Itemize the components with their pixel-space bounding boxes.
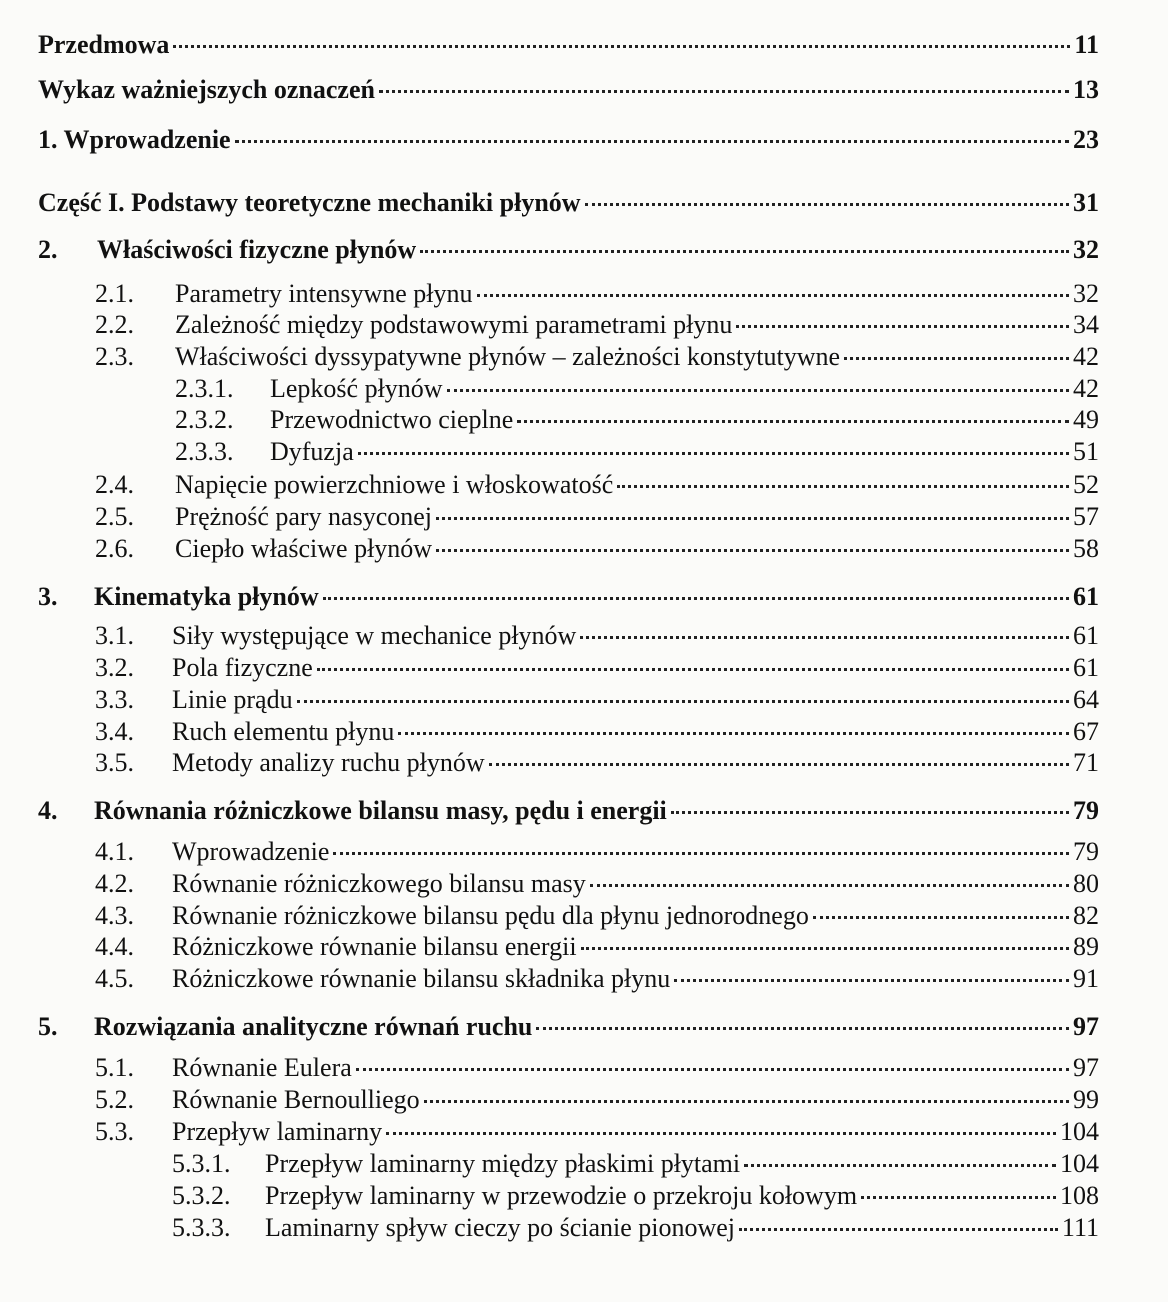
dot-leader <box>813 913 1069 919</box>
toc-entry-number: 3.5. <box>95 748 134 777</box>
toc-entry-title: Różniczkowe równanie bilansu składnika płynu <box>172 964 671 993</box>
toc-entry <box>0 1012 1099 1042</box>
dot-leader <box>517 417 1069 423</box>
toc-entry <box>0 502 1099 532</box>
toc-entry <box>0 534 1099 564</box>
toc-entry <box>0 869 1099 899</box>
toc-entry <box>0 901 1099 931</box>
toc-entry-number: 2.3. <box>95 342 134 371</box>
toc-entry-page: 67 <box>1073 717 1099 746</box>
toc-entry-number: 2.5. <box>95 502 134 531</box>
dot-leader <box>671 808 1069 814</box>
toc-entry <box>0 235 1099 265</box>
dot-leader <box>861 1193 1056 1199</box>
toc-entry-page: 104 <box>1060 1149 1099 1178</box>
toc-entry-title: Część I. Podstawy teoretyczne mechaniki płynów <box>38 188 581 217</box>
toc-entry <box>0 717 1099 747</box>
toc-entry-page: 42 <box>1073 342 1099 371</box>
toc-entry-number: 2. <box>38 235 58 264</box>
dot-leader <box>323 594 1069 600</box>
toc-entry-title: Różniczkowe równanie bilansu energii <box>172 932 577 961</box>
toc-entry-page: 57 <box>1073 502 1099 531</box>
dot-leader <box>358 449 1069 455</box>
toc-entry-page: 34 <box>1073 310 1099 339</box>
toc-entry <box>0 1149 1099 1179</box>
toc-entry-page: 61 <box>1073 582 1099 611</box>
toc-entry <box>0 125 1099 155</box>
toc-entry <box>0 279 1099 309</box>
toc-entry-title: Wykaz ważniejszych oznaczeń <box>38 75 375 104</box>
toc-entry-page: 23 <box>1073 125 1099 154</box>
toc-entry-number: 5.3.1. <box>172 1149 231 1178</box>
toc-entry-page: 82 <box>1073 901 1099 930</box>
toc-entry-number: 4.5. <box>95 964 134 993</box>
toc-entry-title: Równanie różniczkowego bilansu masy <box>172 869 586 898</box>
toc-entry-number: 4.1. <box>95 837 134 866</box>
toc-entry-number: 5.1. <box>95 1053 134 1082</box>
toc-entry-page: 11 <box>1074 30 1099 59</box>
dot-leader <box>398 729 1069 735</box>
toc-entry-title: Pola fizyczne <box>172 653 313 682</box>
dot-leader <box>379 87 1069 93</box>
toc-entry-title: Równanie Bernoulliego <box>172 1085 420 1114</box>
toc-entry-page: 31 <box>1073 188 1099 217</box>
toc-entry-page: 111 <box>1061 1213 1099 1242</box>
toc-entry <box>0 796 1099 826</box>
toc-entry-number: 3.4. <box>95 717 134 746</box>
toc-entry <box>0 837 1099 867</box>
toc-entry-title: Dyfuzja <box>270 437 354 466</box>
toc-entry-number: 3.3. <box>95 685 134 714</box>
toc-entry-page: 42 <box>1073 374 1099 403</box>
toc-entry-number: 2.4. <box>95 470 134 499</box>
toc-entry-number: 4.3. <box>95 901 134 930</box>
toc-entry-title: Przedmowa <box>38 30 170 59</box>
toc-entry <box>0 342 1099 372</box>
toc-entry-title: Ciepło właściwe płynów <box>175 534 433 563</box>
dot-leader <box>333 849 1069 855</box>
dot-leader <box>235 137 1069 143</box>
dot-leader <box>386 1129 1056 1135</box>
toc-entry <box>0 685 1099 715</box>
toc-entry <box>0 748 1099 778</box>
toc-entry <box>0 30 1099 60</box>
toc-entry <box>0 470 1099 500</box>
toc-entry-title: Przewodnictwo cieplne <box>270 405 514 434</box>
toc-entry-page: 97 <box>1073 1012 1099 1041</box>
toc-entry-page: 79 <box>1073 796 1099 825</box>
toc-entry-page: 99 <box>1073 1085 1099 1114</box>
toc-entry-title: Siły występujące w mechanice płynów <box>172 621 577 650</box>
dot-leader <box>420 247 1069 253</box>
toc-entry-title: Równania różniczkowe bilansu masy, pędu i energii <box>94 796 667 825</box>
toc-entry-page: 49 <box>1073 405 1099 434</box>
toc-entry-number: 2.6. <box>95 534 134 563</box>
dot-leader <box>674 976 1069 982</box>
toc-entry-number: 5.2. <box>95 1085 134 1114</box>
dot-leader <box>173 42 1070 48</box>
toc-entry-title: Równanie Eulera <box>172 1053 352 1082</box>
dot-leader <box>736 322 1069 328</box>
dot-leader <box>436 546 1069 552</box>
toc-entry-title: Ruch elementu płynu <box>172 717 395 746</box>
toc-entry-title: Lepkość płynów <box>270 374 443 403</box>
toc-entry <box>0 1085 1099 1115</box>
toc-entry-title: Napięcie powierzchniowe i włoskowatość <box>175 470 614 499</box>
toc-entry-number: 4.2. <box>95 869 134 898</box>
toc-entry-title: Zależność między podstawowymi parametrami płynu <box>175 310 733 339</box>
toc-entry-number: 3.2. <box>95 653 134 682</box>
toc-entry-title: Kinematyka płynów <box>94 582 319 611</box>
toc-entry-number: 4. <box>38 796 58 825</box>
toc-entry-title: Wprowadzenie <box>172 837 330 866</box>
toc-entry-number: 2.1. <box>95 279 134 308</box>
toc-entry <box>0 405 1099 435</box>
toc-entry-title: Właściwości fizyczne płynów <box>97 235 417 264</box>
toc-entry-page: 64 <box>1073 685 1099 714</box>
toc-entry <box>0 932 1099 962</box>
toc-entry <box>0 1053 1099 1083</box>
toc-entry-page: 52 <box>1073 470 1099 499</box>
dot-leader <box>356 1065 1069 1071</box>
toc-entry-page: 104 <box>1060 1117 1099 1146</box>
toc-entry-number: 5.3.2. <box>172 1181 231 1210</box>
toc-entry-title: 1. Wprowadzenie <box>38 125 231 154</box>
dot-leader <box>489 760 1069 766</box>
toc-entry-page: 89 <box>1073 932 1099 961</box>
dot-leader <box>585 200 1069 206</box>
toc-entry-title: Przepływ laminarny w przewodzie o przekroju kołowym <box>265 1181 858 1210</box>
dot-leader <box>580 633 1069 639</box>
toc-entry-number: 5.3.3. <box>172 1213 231 1242</box>
toc-entry-title: Laminarny spływ cieczy po ścianie pionowej <box>265 1213 736 1242</box>
toc-entry-number: 2.3.2. <box>175 405 234 434</box>
toc-entry <box>0 75 1099 105</box>
toc-entry-title: Przepływ laminarny <box>172 1117 383 1146</box>
toc-entry <box>0 653 1099 683</box>
dot-leader <box>447 386 1069 392</box>
dot-leader <box>536 1024 1069 1030</box>
dot-leader <box>581 944 1069 950</box>
toc-entry-number: 2.3.3. <box>175 437 234 466</box>
toc-entry-number: 2.2. <box>95 310 134 339</box>
toc-entry-number: 5.3. <box>95 1117 134 1146</box>
dot-leader <box>739 1225 1058 1231</box>
toc-entry <box>0 437 1099 467</box>
toc-entry <box>0 1213 1099 1243</box>
toc-entry-page: 51 <box>1073 437 1099 466</box>
toc-entry <box>0 310 1099 340</box>
toc-entry <box>0 188 1099 218</box>
toc-entry-page: 80 <box>1073 869 1099 898</box>
toc-entry-title: Przepływ laminarny między płaskimi płytami <box>265 1149 741 1178</box>
toc-entry-title: Parametry intensywne płynu <box>175 279 473 308</box>
toc-entry-title: Prężność pary nasyconej <box>175 502 433 531</box>
toc-entry-page: 71 <box>1073 748 1099 777</box>
toc-entry <box>0 964 1099 994</box>
toc-entry-page: 32 <box>1073 235 1099 264</box>
toc-entry-title: Linie prądu <box>172 685 293 714</box>
toc-entry-number: 5. <box>38 1012 58 1041</box>
toc-entry-page: 61 <box>1073 653 1099 682</box>
toc-entry-number: 3. <box>38 582 58 611</box>
toc-entry-title: Właściwości dyssypatywne płynów – zależności konstytutywne <box>175 342 841 371</box>
toc-entry-title: Metody analizy ruchu płynów <box>172 748 485 777</box>
toc-entry-title: Rozwiązania analityczne równań ruchu <box>94 1012 533 1041</box>
toc-entry-page: 79 <box>1073 837 1099 866</box>
dot-leader <box>844 354 1069 360</box>
dot-leader <box>744 1161 1056 1167</box>
toc-entry-page: 91 <box>1073 964 1099 993</box>
toc-entry-number: 3.1. <box>95 621 134 650</box>
dot-leader <box>436 514 1069 520</box>
dot-leader <box>317 665 1069 671</box>
dot-leader <box>590 881 1069 887</box>
dot-leader <box>424 1097 1069 1103</box>
toc-entry-page: 32 <box>1073 279 1099 308</box>
toc-entry <box>0 374 1099 404</box>
toc-entry-page: 108 <box>1060 1181 1099 1210</box>
toc-entry <box>0 1117 1099 1147</box>
dot-leader <box>477 291 1070 297</box>
toc-entry-number: 2.3.1. <box>175 374 234 403</box>
toc-entry-page: 13 <box>1073 75 1099 104</box>
toc-entry-page: 58 <box>1073 534 1099 563</box>
toc-entry-title: Równanie różniczkowe bilansu pędu dla płynu jednorodnego <box>172 901 809 930</box>
toc-entry <box>0 582 1099 612</box>
dot-leader <box>297 697 1069 703</box>
toc-entry <box>0 1181 1099 1211</box>
toc-entry-page: 61 <box>1073 621 1099 650</box>
toc-entry-number: 4.4. <box>95 932 134 961</box>
dot-leader <box>617 482 1069 488</box>
toc-entry-page: 97 <box>1073 1053 1099 1082</box>
toc-entry <box>0 621 1099 651</box>
